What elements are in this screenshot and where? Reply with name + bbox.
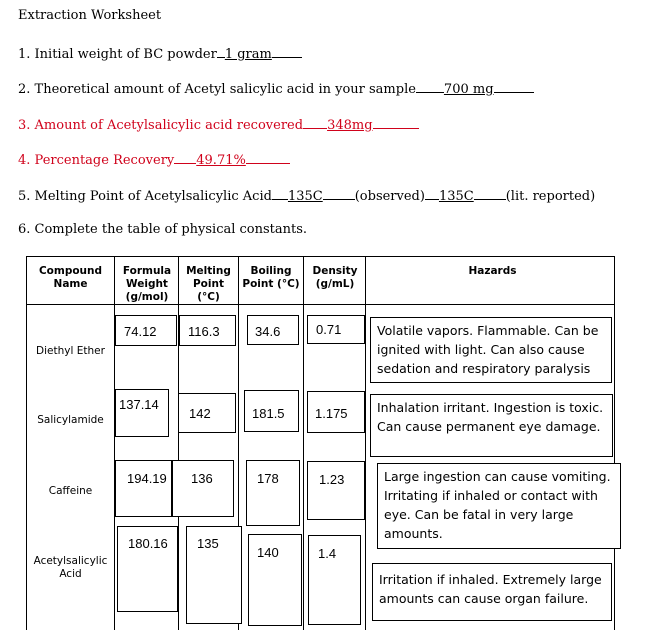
question-5-observed[interactable]: 135C	[287, 189, 323, 204]
question-3-answer[interactable]: 348mg	[327, 118, 373, 133]
question-4	[18, 151, 290, 168]
weight-box[interactable]: 137.14	[115, 389, 169, 437]
header-boiling: Boiling Point (°C)	[242, 265, 300, 290]
question-5-text: 5. Melting Point of Acetylsalicylic Acid	[18, 189, 272, 204]
compound-name: Caffeine	[48, 485, 93, 497]
question-5-observed-label: (observed)	[354, 189, 425, 204]
question-4-text: 4. Percentage Recovery	[18, 153, 175, 168]
melting-box[interactable]: 142	[178, 393, 236, 433]
question-3-text: 3. Amount of Acetylsalicylic acid recovered	[18, 118, 304, 133]
header-melting: Melting Point (°C)	[186, 265, 231, 303]
hazard-box[interactable]: Volatile vapors. Flammable. Can be ignited with light. Can also cause sedation and respiratory paralysis	[370, 317, 612, 383]
question-3	[18, 116, 419, 133]
question-1-text: 1. Initial weight of BC powder	[18, 47, 217, 62]
compound-name: Salicylamide	[37, 414, 104, 426]
question-2	[18, 80, 534, 97]
hazard-box[interactable]: Irritation if inhaled. Extremely large amounts can cause organ failure.	[372, 563, 612, 621]
weight-box[interactable]: 74.12	[115, 315, 177, 346]
compound-name: Acetylsalicylic Acid	[33, 555, 108, 580]
hazard-box[interactable]: Large ingestion can cause vomiting. Irritating if inhaled or contact with eye. Can be fatal in very large amounts.	[377, 463, 621, 549]
density-box[interactable]: 0.71	[307, 315, 365, 344]
melting-box[interactable]: 135	[186, 526, 242, 624]
header-density: Density (g/mL)	[312, 265, 358, 290]
density-box[interactable]: 1.175	[307, 391, 365, 433]
boiling-box[interactable]: 178	[246, 460, 300, 526]
density-box[interactable]: 1.4	[308, 535, 361, 625]
question-2-answer[interactable]: 700 mg	[443, 82, 494, 97]
compound-name: Diethyl Ether	[36, 345, 105, 357]
hazard-box[interactable]: Inhalation irritant. Ingestion is toxic. Can cause permanent eye damage.	[370, 394, 613, 457]
weight-box[interactable]: 194.19	[115, 460, 172, 517]
melting-box[interactable]: 116.3	[179, 315, 236, 346]
question-5-lit-label: (lit. reported)	[505, 189, 596, 204]
question-6: 6. Complete the table of physical constants.	[18, 222, 308, 237]
melting-box[interactable]: 136	[172, 460, 234, 517]
constants-table	[26, 256, 615, 630]
question-4-answer[interactable]: 49.71%	[196, 153, 246, 168]
boiling-box[interactable]: 34.6	[247, 315, 299, 345]
worksheet-title: Extraction Worksheet	[18, 8, 162, 23]
question-1-answer[interactable]: 1 gram	[224, 47, 272, 62]
question-5-lit[interactable]: 135C	[438, 189, 474, 204]
density-box[interactable]: 1.23	[307, 461, 365, 520]
header-compound: Compound Name	[38, 265, 103, 290]
question-5	[18, 187, 595, 204]
header-weight: Formula Weight (g/mol)	[122, 265, 172, 303]
boiling-box[interactable]: 181.5	[244, 390, 299, 432]
header-hazards: Hazards	[468, 265, 517, 277]
question-2-text: 2. Theoretical amount of Acetyl salicylic acid in your sample	[18, 82, 416, 97]
question-1	[18, 45, 302, 62]
weight-box[interactable]: 180.16	[117, 526, 178, 612]
boiling-box[interactable]: 140	[248, 534, 302, 626]
